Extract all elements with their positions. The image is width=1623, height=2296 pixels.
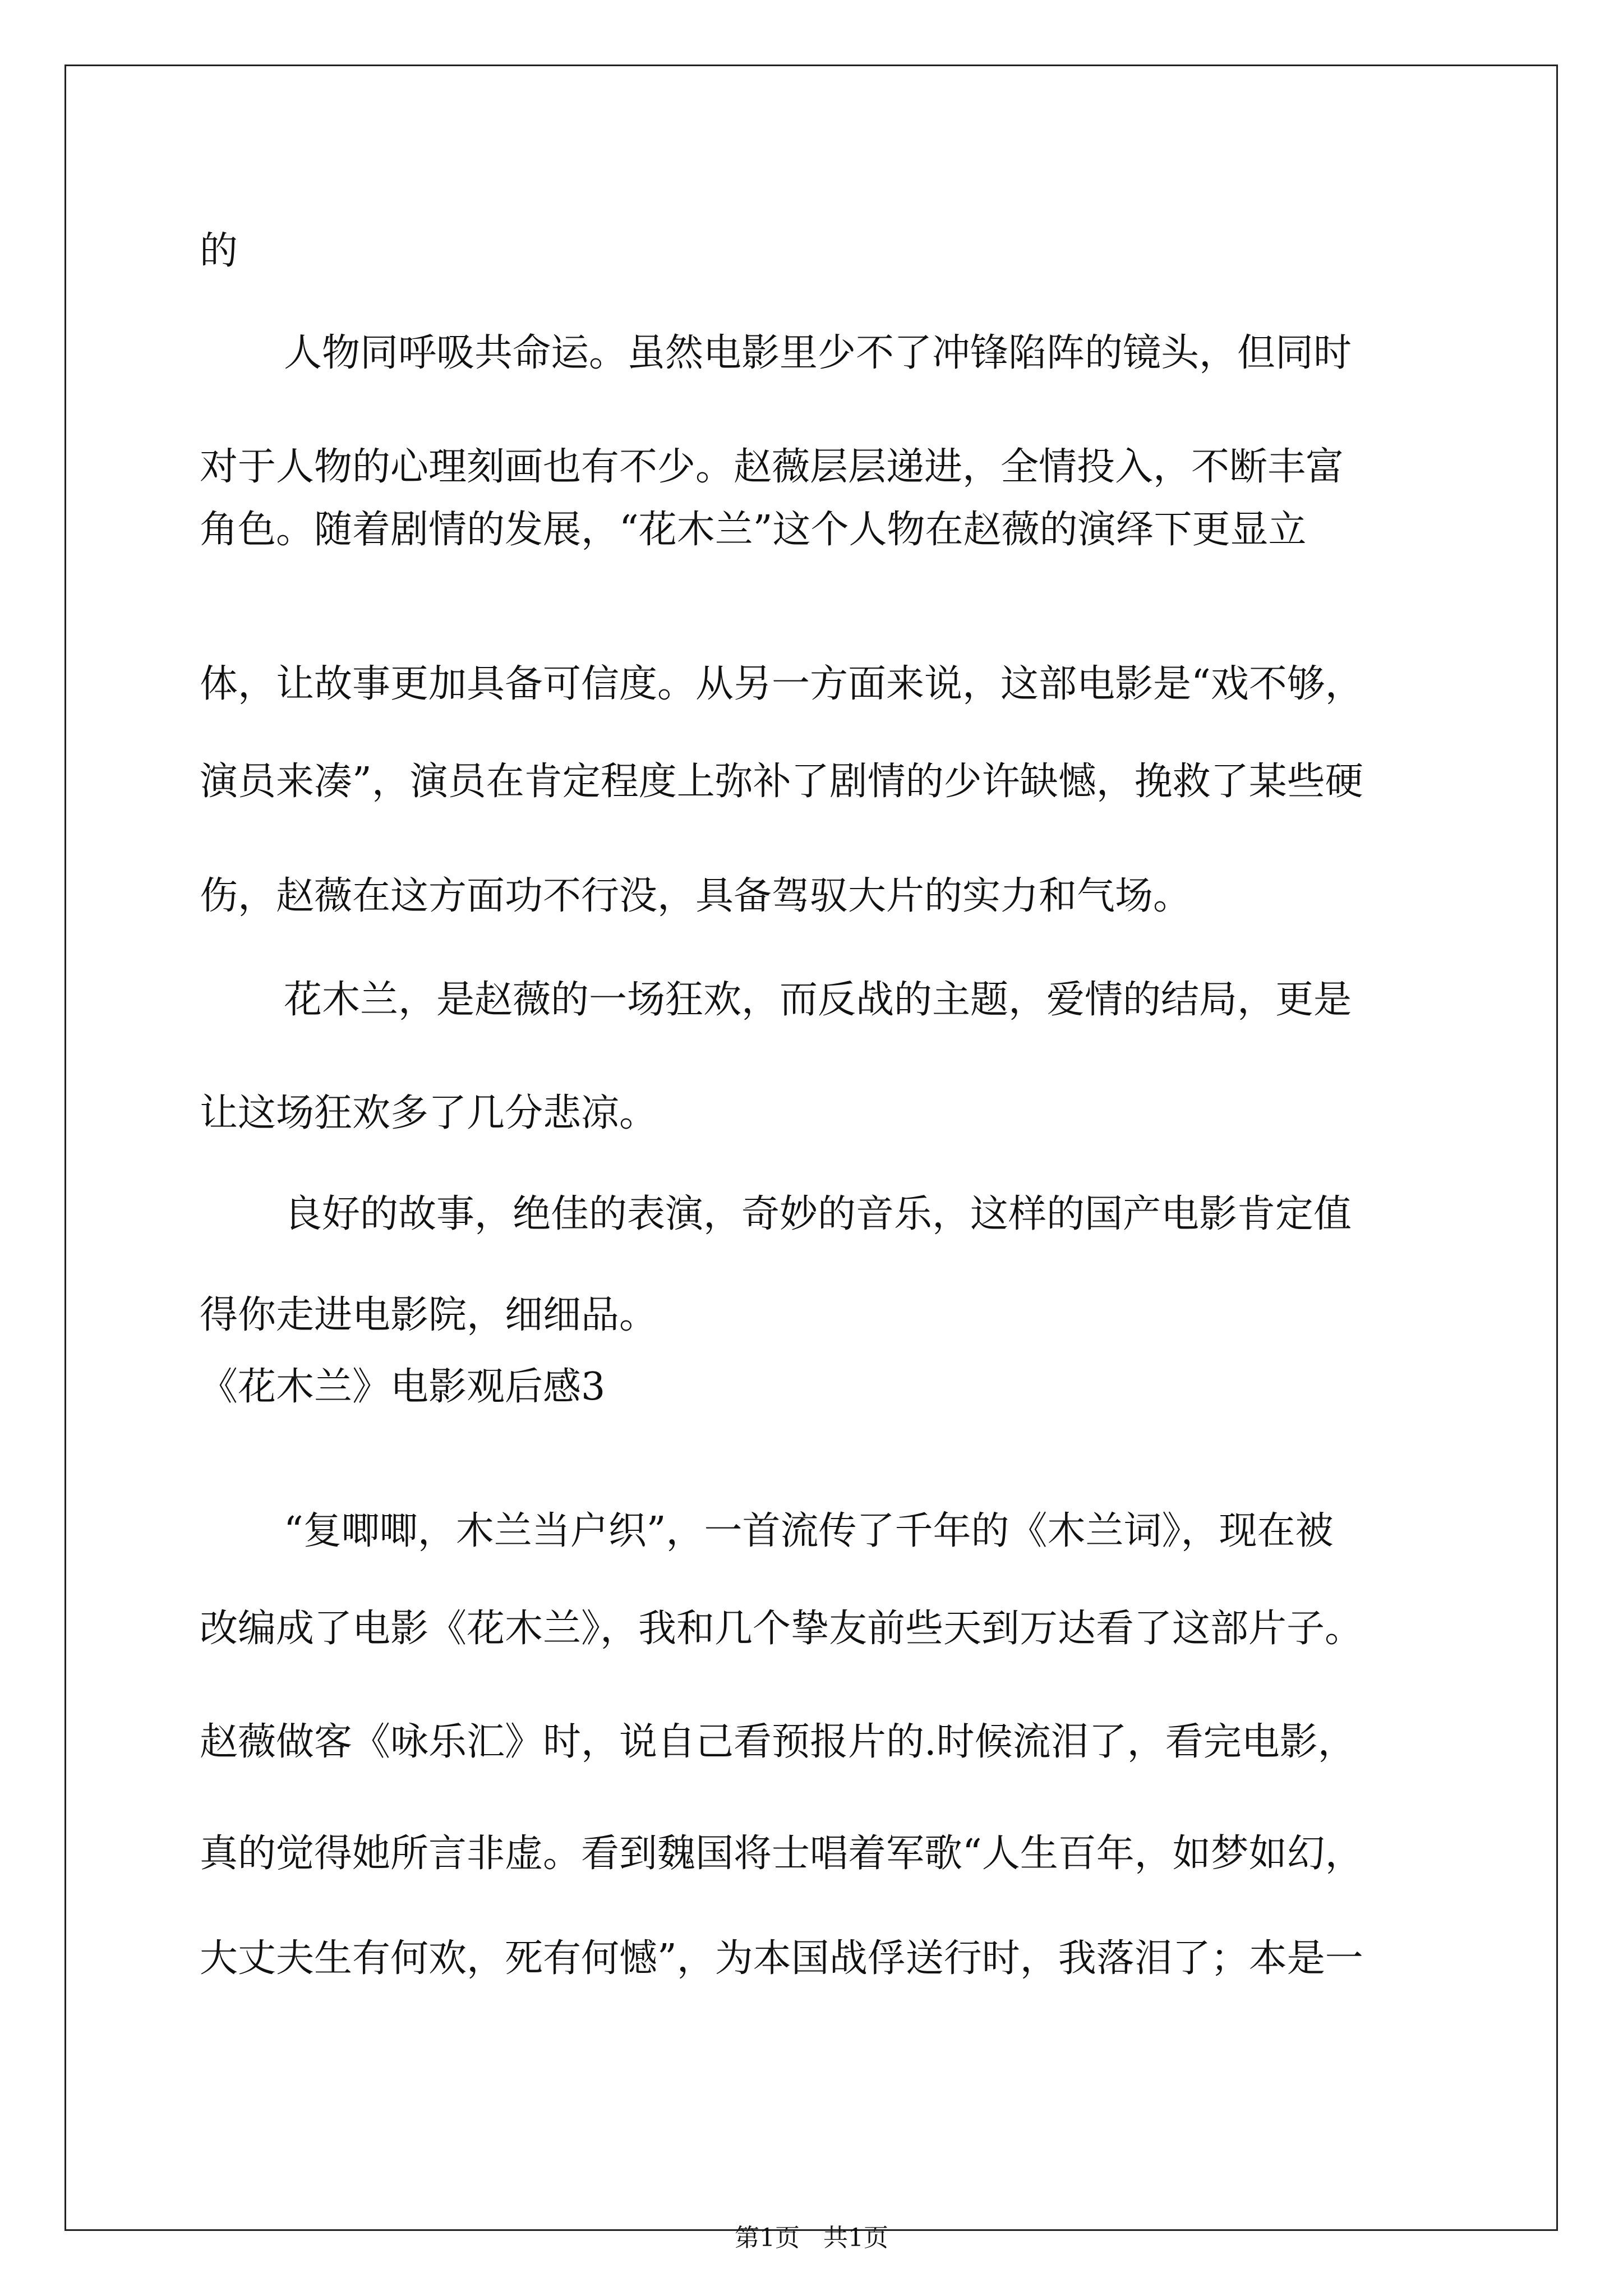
paragraph-line: 体，让故事更加具备可信度。从另一方面来说，这部电影是“戏不够， xyxy=(200,662,1363,706)
paragraph-line: 赵薇做客《咏乐汇》时，说自己看预报片的.时候流泪了，看完电影， xyxy=(200,1720,1356,1764)
page-border xyxy=(64,65,1558,2231)
paragraph-line: 伤，赵薇在这方面功不行没，具备驾驭大片的实力和气场。 xyxy=(200,874,1192,918)
paragraph-line: 大丈夫生有何欢，死有何憾”，为本国战俘送行时，我落泪了；本是一 xyxy=(200,1936,1363,1981)
paragraph-line: 人物同呼吸共命运。虽然电影里少不了冲锋陷阵的镜头，但同时 xyxy=(284,331,1352,375)
paragraph-line: 角色。随着剧情的发展，“花木兰”这个人物在赵薇的演绎下更显立 xyxy=(200,508,1307,552)
paragraph-line: 花木兰，是赵薇的一场狂欢，而反战的主题，爱情的结局，更是 xyxy=(284,978,1352,1022)
paragraph-line: 演员来凑”，演员在肯定程度上弥补了剧情的少许缺憾，挽救了某些硬 xyxy=(200,760,1363,804)
paragraph-line: 真的觉得她所言非虚。看到魏国将士唱着军歌“人生百年，如梦如幻， xyxy=(200,1832,1363,1876)
section-heading: 《花木兰》电影观后感3 xyxy=(200,1365,606,1409)
paragraph-line: 得你走进电影院，细细品。 xyxy=(200,1293,658,1337)
paragraph-line: 良好的故事，绝佳的表演，奇妙的音乐，这样的国产电影肯定值 xyxy=(284,1192,1352,1236)
page-footer: 第1页 共1页 xyxy=(735,2224,888,2252)
paragraph-line: 对于人物的心理刻画也有不少。赵薇层层递进，全情投入，不断丰富 xyxy=(200,445,1344,489)
paragraph-line: 让这场狂欢多了几分悲凉。 xyxy=(200,1091,658,1135)
paragraph-line: “复唧唧，木兰当户织”，一首流传了千年的《木兰词》，现在被 xyxy=(284,1509,1334,1553)
paragraph-line: 改编成了电影《花木兰》，我和几个挚友前些天到万达看了这部片子。 xyxy=(200,1607,1363,1651)
paragraph-line: 的 xyxy=(200,229,238,273)
